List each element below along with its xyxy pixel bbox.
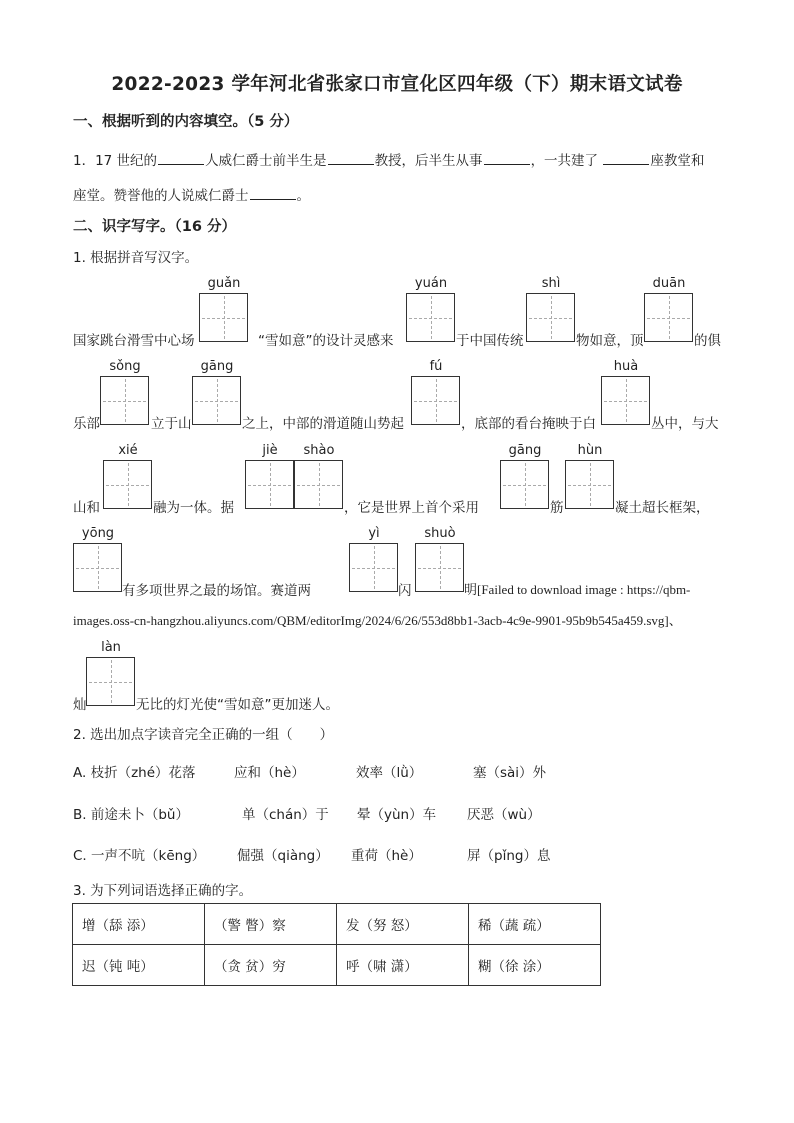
word-choice-table <box>72 903 601 986</box>
row-text: 山和 <box>73 500 100 516</box>
section-2-heading: 二、识字写字。（16 分） <box>73 219 236 235</box>
pinyin-label: jiè <box>262 443 278 458</box>
table-row <box>73 904 601 945</box>
row-text: 于中国传统 <box>456 333 524 349</box>
row-text: 的俱 <box>694 333 721 349</box>
pinyin-label: fú <box>429 359 443 374</box>
pinyin-label: sǒng <box>109 359 141 374</box>
writing-grid[interactable] <box>100 376 149 425</box>
writing-grid[interactable] <box>245 460 294 509</box>
pinyin-label: yuán <box>414 276 448 291</box>
fill-blank[interactable] <box>250 187 296 200</box>
pinyin-label: gāng <box>508 443 542 458</box>
writing-grid[interactable] <box>103 460 152 509</box>
question-1-line-1 <box>73 149 704 169</box>
q2-2-prompt: 2. 选出加点字读音完全正确的一组（ ） <box>73 727 334 743</box>
writing-grid[interactable] <box>411 376 460 425</box>
option-a-item: 应和（hè） <box>234 765 305 781</box>
row-text: 有多项世界之最的场馆。赛道两 <box>122 583 311 599</box>
option-a-item: 效率（lǜ） <box>356 765 423 781</box>
writing-grid[interactable] <box>415 543 464 592</box>
pinyin-label: yì <box>368 526 380 541</box>
row-text: 无比的灯光使“雪如意”更加迷人。 <box>136 697 339 713</box>
q1-text: 1．17 世纪的 <box>73 153 158 169</box>
option-a-item: 塞（sài）外 <box>473 765 547 781</box>
writing-grid[interactable] <box>294 460 343 509</box>
pinyin-label: shào <box>303 443 335 458</box>
table-cell[interactable]: 呼（啸 潇） <box>337 945 469 986</box>
row-text: 凝土超长框架， <box>615 500 710 516</box>
pinyin-label: shì <box>541 276 561 291</box>
q1-text: 教授，后半生从事 <box>374 153 483 169</box>
option-b-item: 单（chán）于 <box>242 807 329 823</box>
pinyin-label: làn <box>101 640 121 655</box>
writing-grid[interactable] <box>526 293 575 342</box>
fill-blank[interactable] <box>158 152 204 165</box>
row-text: 之上，中部的滑道随山势起 <box>242 416 404 432</box>
row-text: 融为一体。据 <box>153 500 234 516</box>
row-text: 丛中，与大 <box>651 416 719 432</box>
q2-1-prompt: 1. 根据拼音写汉字。 <box>73 250 199 266</box>
row-text: ，它是世界上首个采用 <box>344 500 479 516</box>
option-a[interactable]: A. 枝折（zhé）花落 <box>73 765 196 781</box>
fill-blank[interactable] <box>484 152 530 165</box>
table-cell[interactable]: 糊（徐 涂） <box>469 945 601 986</box>
row-text: 乐部 <box>73 416 100 432</box>
pinyin-label: xié <box>118 443 138 458</box>
option-c-item: 倔强（qiàng） <box>237 848 329 864</box>
row-text: 立于山 <box>151 416 192 432</box>
writing-grid[interactable] <box>406 293 455 342</box>
table-cell[interactable]: 增（舔 添） <box>73 904 205 945</box>
option-c-item: 重荷（hè） <box>351 848 422 864</box>
row-text: 闪 <box>398 583 412 599</box>
row-text: 国家跳台滑雪中心场 <box>73 333 195 349</box>
table-cell[interactable]: 发（努 怒） <box>337 904 469 945</box>
writing-grid[interactable] <box>565 460 614 509</box>
q1-text: 。 <box>296 188 310 204</box>
pinyin-label: gāng <box>200 359 234 374</box>
q1-text: 座堂。赞誉他的人说威仁爵士 <box>73 188 249 204</box>
pinyin-label: huà <box>613 359 639 374</box>
row-text: 筋 <box>550 500 564 516</box>
pinyin-label: guǎn <box>207 276 241 291</box>
pinyin-label: duān <box>652 276 686 291</box>
writing-grid[interactable] <box>86 657 135 706</box>
table-cell[interactable]: 迟（钝 吨） <box>73 945 205 986</box>
q2-3-prompt: 3. 为下列词语选择正确的字。 <box>73 883 253 899</box>
fill-blank[interactable] <box>328 152 374 165</box>
option-c[interactable]: C. 一声不吭（kēng） <box>73 848 206 864</box>
pinyin-label: hùn <box>577 443 603 458</box>
writing-grid[interactable] <box>192 376 241 425</box>
writing-grid[interactable] <box>73 543 122 592</box>
option-c-item: 屏（pǐng）息 <box>467 848 551 864</box>
option-b-item: 晕（yùn）车 <box>357 807 437 823</box>
table-cell[interactable]: 稀（蔬 疏） <box>469 904 601 945</box>
row-text: “雪如意”的设计灵感来 <box>258 333 394 349</box>
row-text: 灿 <box>73 697 87 713</box>
pinyin-label: shuò <box>424 526 456 541</box>
writing-grid[interactable] <box>644 293 693 342</box>
q1-text: ，一共建了 <box>530 153 599 169</box>
pinyin-label: yōng <box>81 526 115 541</box>
table-cell[interactable]: （贪 贫）穷 <box>205 945 337 986</box>
writing-grid[interactable] <box>199 293 248 342</box>
row-text: 物如意，顶 <box>576 333 644 349</box>
section-1-heading: 一、根据听到的内容填空。（5 分） <box>73 114 299 130</box>
exam-title: 2022-2023 学年河北省张家口市宣化区四年级（下）期末语文试卷 <box>111 74 683 95</box>
image-failed-note: 明[Failed to download image : https://qbm- <box>464 582 691 597</box>
question-1-line-2 <box>73 184 310 204</box>
table-row <box>73 945 601 986</box>
writing-grid[interactable] <box>500 460 549 509</box>
image-failed-url: images.oss-cn-hangzhou.aliyuncs.com/QBM/editorImg/2024/6/26/553d8bb1-3acb-4c9e-9901-95b9b545a459.svg]、 <box>73 613 682 628</box>
q1-text: 人威仁爵士前半生是 <box>205 153 327 169</box>
option-b-item: 厌恶（wù） <box>467 807 541 823</box>
writing-grid[interactable] <box>349 543 398 592</box>
q1-text: 座教堂和 <box>650 153 705 169</box>
row-text: ，底部的看台掩映于白 <box>461 416 596 432</box>
table-cell[interactable]: （警 瞥）察 <box>205 904 337 945</box>
fill-blank[interactable] <box>603 152 649 165</box>
option-b[interactable]: B. 前途未卜（bǔ） <box>73 807 189 823</box>
writing-grid[interactable] <box>601 376 650 425</box>
